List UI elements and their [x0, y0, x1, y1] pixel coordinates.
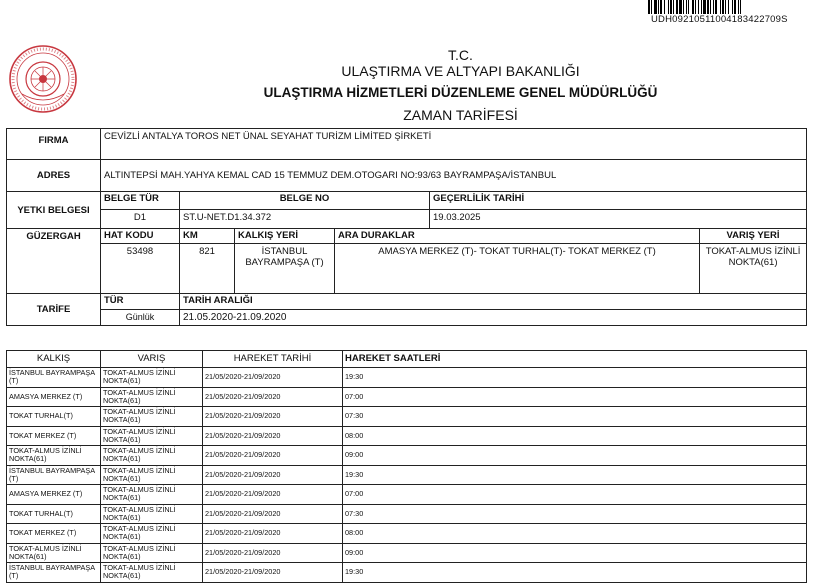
tur-value: Günlük: [101, 310, 180, 326]
hareket-tarihi-cell: 21/05/2020-21/09/2020: [203, 504, 343, 524]
yetki-belgesi-label: YETKI BELGESI: [7, 192, 101, 229]
kalkis-cell: TOKAT MERKEZ (T): [7, 426, 101, 446]
varis-cell: TOKAT-ALMUS İZİNLİ NOKTA(61): [101, 543, 203, 563]
varis-yeri-value: TOKAT-ALMUS İZİNLİ NOKTA(61): [700, 244, 807, 294]
varis-cell: TOKAT-ALMUS İZİNLİ NOKTA(61): [101, 563, 203, 583]
hareket-saati-cell: 07:30: [343, 407, 807, 427]
table-row: [7, 387, 807, 407]
varis-yeri-header: VARIŞ YERİ: [700, 229, 807, 244]
hareket-saati-cell: 08:00: [343, 426, 807, 446]
header-ministry: ULAŞTIRMA VE ALTYAPI BAKANLIĞI: [341, 63, 580, 79]
hat-kodu-header: HAT KODU: [101, 229, 180, 244]
kalkis-cell: AMASYA MERKEZ (T): [7, 387, 101, 407]
kalkis-cell: TOKAT MERKEZ (T): [7, 524, 101, 544]
kalkis-cell: TOKAT TURHAL(T): [7, 407, 101, 427]
kalkis-cell: TOKAT TURHAL(T): [7, 504, 101, 524]
kalkis-cell: İSTANBUL BAYRAMPAŞA (T): [7, 563, 101, 583]
kalkis-cell: TOKAT-ALMUS İZİNLİ NOKTA(61): [7, 446, 101, 466]
belge-tur-value: D1: [101, 210, 180, 229]
table-row: [7, 485, 807, 505]
varis-cell: TOKAT-ALMUS İZİNLİ NOKTA(61): [101, 446, 203, 466]
guzergah-label: GÜZERGAH: [7, 229, 101, 294]
varis-cell: TOKAT-ALMUS İZİNLİ NOKTA(61): [101, 465, 203, 485]
tur-header: TÜR: [101, 294, 180, 310]
hareket-saati-cell: 07:30: [343, 504, 807, 524]
gecerlilik-header: GEÇERLİLİK TARİHİ: [430, 192, 807, 210]
hareket-tarihi-cell: 21/05/2020-21/09/2020: [203, 446, 343, 466]
varis-cell: TOKAT-ALMUS İZİNLİ NOKTA(61): [101, 504, 203, 524]
hareket-tarihi-cell: 21/05/2020-21/09/2020: [203, 407, 343, 427]
table-row: [7, 407, 807, 427]
km-value: 821: [180, 244, 235, 294]
hareket-tarihi-cell: 21/05/2020-21/09/2020: [203, 426, 343, 446]
hareket-saati-cell: 08:00: [343, 524, 807, 544]
hareket-saati-cell: 09:00: [343, 446, 807, 466]
adres-label: ADRES: [7, 160, 101, 192]
header-directorate: ULAŞTIRMA HİZMETLERİ DÜZENLEME GENEL MÜDÜRLÜĞÜ: [263, 85, 658, 100]
table-row: [7, 446, 807, 466]
varis-cell: TOKAT-ALMUS İZİNLİ NOKTA(61): [101, 524, 203, 544]
varis-cell: TOKAT-ALMUS İZİNLİ NOKTA(61): [101, 426, 203, 446]
col-kalkis-header: KALKIŞ: [7, 351, 101, 368]
hareket-tarihi-cell: 21/05/2020-21/09/2020: [203, 543, 343, 563]
belge-no-value: ST.U-NET.D1.34.372: [180, 210, 430, 229]
kalkis-cell: İSTANBUL BAYRAMPAŞA (T): [7, 465, 101, 485]
table-row: [7, 563, 807, 583]
belge-tur-header: BELGE TÜR: [101, 192, 180, 210]
tarih-araligi-header: TARİH ARALIĞI: [180, 294, 807, 310]
header-tc: T.C.: [448, 47, 473, 63]
km-header: KM: [180, 229, 235, 244]
schedule-table: [6, 350, 807, 583]
hareket-tarihi-cell: 21/05/2020-21/09/2020: [203, 368, 343, 388]
table-row: [7, 426, 807, 446]
hareket-saati-cell: 07:00: [343, 485, 807, 505]
hareket-saati-cell: 19:30: [343, 368, 807, 388]
varis-cell: TOKAT-ALMUS İZİNLİ NOKTA(61): [101, 368, 203, 388]
belge-no-header: BELGE NO: [180, 192, 430, 210]
firma-value: CEVİZLİ ANTALYA TOROS NET ÜNAL SEYAHAT TURİZM LİMİTED ŞİRKETİ: [101, 129, 807, 160]
col-varis-header: VARIŞ: [101, 351, 203, 368]
hareket-tarihi-cell: 21/05/2020-21/09/2020: [203, 485, 343, 505]
table-row: [7, 368, 807, 388]
varis-cell: TOKAT-ALMUS İZİNLİ NOKTA(61): [101, 485, 203, 505]
tarife-label: TARİFE: [7, 294, 101, 326]
hareket-tarihi-cell: 21/05/2020-21/09/2020: [203, 563, 343, 583]
firma-label: FIRMA: [7, 129, 101, 160]
tarih-araligi-value: 21.05.2020-21.09.2020: [180, 310, 807, 326]
table-row: [7, 465, 807, 485]
hareket-tarihi-cell: 21/05/2020-21/09/2020: [203, 387, 343, 407]
hareket-saati-cell: 09:00: [343, 543, 807, 563]
hareket-saati-cell: 07:00: [343, 387, 807, 407]
document-title: ZAMAN TARİFESİ: [403, 107, 518, 123]
col-hareket-tarihi-header: HAREKET TARİHİ: [203, 351, 343, 368]
hareket-tarihi-cell: 21/05/2020-21/09/2020: [203, 465, 343, 485]
kalkis-yeri-header: KALKIŞ YERİ: [235, 229, 335, 244]
kalkis-cell: AMASYA MERKEZ (T): [7, 485, 101, 505]
kalkis-cell: İSTANBUL BAYRAMPAŞA (T): [7, 368, 101, 388]
hareket-saati-cell: 19:30: [343, 563, 807, 583]
barcode-number: UDH09210511004183422709S: [651, 14, 788, 25]
barcode-icon: [648, 0, 798, 14]
adres-value: ALTINTEPSİ MAH.YAHYA KEMAL CAD 15 TEMMUZ DEM.OTOGARI NO:93/63 BAYRAMPAŞA/İSTANBUL: [101, 160, 807, 192]
hat-kodu-value: 53498: [101, 244, 180, 294]
table-row: [7, 524, 807, 544]
ara-duraklar-value: AMASYA MERKEZ (T)- TOKAT TURHAL(T)- TOKAT MERKEZ (T): [335, 244, 700, 294]
hareket-tarihi-cell: 21/05/2020-21/09/2020: [203, 524, 343, 544]
varis-cell: TOKAT-ALMUS İZİNLİ NOKTA(61): [101, 407, 203, 427]
gecerlilik-value: 19.03.2025: [430, 210, 807, 229]
col-hareket-saatleri-header: HAREKET SAATLERİ: [343, 351, 807, 368]
ara-duraklar-header: ARA DURAKLAR: [335, 229, 700, 244]
table-row: [7, 504, 807, 524]
kalkis-yeri-value: İSTANBUL BAYRAMPAŞA (T): [235, 244, 335, 294]
hareket-saati-cell: 19:30: [343, 465, 807, 485]
table-row: [7, 543, 807, 563]
varis-cell: TOKAT-ALMUS İZİNLİ NOKTA(61): [101, 387, 203, 407]
kalkis-cell: TOKAT-ALMUS İZİNLİ NOKTA(61): [7, 543, 101, 563]
license-info-table: [6, 128, 807, 326]
